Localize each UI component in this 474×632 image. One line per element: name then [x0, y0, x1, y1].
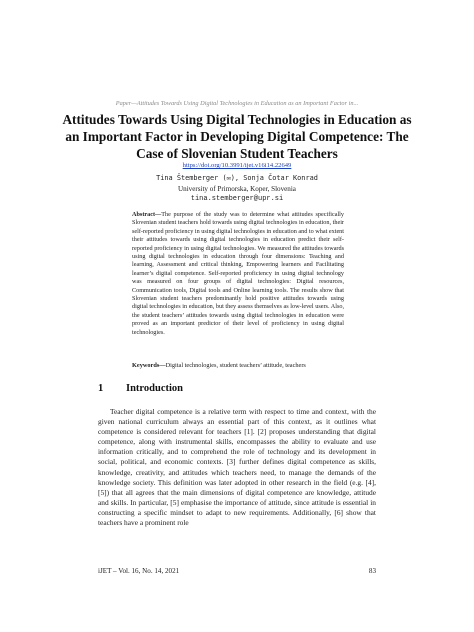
keywords-text: Digital technologies, student teachers’ attitude, teachers: [165, 362, 306, 369]
abstract-text: The purpose of the study was to determine what attitudes specifically Slovenian student teachers hold towards using digital technologies in education, their self-reported proficiency in using digital technologies in education and to what extent their attitudes towards using digital technologies in education predict their self-reported proficiency in using digital technologies. We measured the attitudes towards using digital technologies in education through four dimensions: Teaching and learning, Assessment and critical thinking, Empowering learners and Facilitating learner’s digital competence. Self-reported proficiency in using digital technology was measured on four groups of digital technologies: Digital resources, Communication tools, Digital tools and Online learning tools. The results show that Slovenian student teachers predominantly hold positive attitudes towards using digital technologies in education, but they assess themselves as low-level users. Also, the student teachers’ attitudes towards using digital technologies in education were proved as an important predictor of their level of proficiency in using digital technologies.: [132, 211, 344, 336]
author-list: Tina Štemberger (✉), Sonja Čotar Konrad: [156, 174, 318, 182]
abstract: [132, 211, 344, 337]
affiliation: University of Primorska, Koper, Slovenia: [178, 185, 296, 193]
keywords-label: Keywords—: [132, 362, 166, 369]
section-title: Introduction: [126, 383, 183, 394]
running-head: Paper—Attitudes Towards Using Digital Technologies in Education as an Important Factor in...: [115, 100, 359, 107]
keywords: [132, 362, 352, 369]
doi-link[interactable]: https://doi.org/10.3991/ijet.v16i14.22649: [182, 162, 292, 169]
footer-journal: iJET – Vol. 16, No. 14, 2021: [98, 567, 180, 575]
section-number: 1: [98, 383, 104, 394]
body-paragraph: [98, 407, 376, 528]
section-heading: [98, 383, 183, 394]
author-email[interactable]: tina.stemberger@upr.si: [190, 195, 284, 203]
body-text: Teacher digital competence is a relative term with respect to time and context, with the given national curriculum always an essential part of this context, as it outlines what competence is considered relevant for teachers [1]. [2] proposes understanding that digital competence, along with instrumental skills, encompasses the ability to evaluate and use information critically, and to comprehend the role of technology and its development in social, political, and economic contexts. [3] further defines digital competence as skills, knowledge, creativity, and attitudes which teachers need, to manage the demands of the knowledge society. This definition was later adopted in other research in the field (e.g. [4], [5]) that all agrees that the main dimensions of digital competence are knowledge, attitude and skills. In particular, [5] emphasise the importance of attitude, since attitude is essential in constructing a specific mindset to adapt to new requirements. Additionally, [6] show that teachers have a prominent role: [98, 407, 376, 528]
paper-title: Attitudes Towards Using Digital Technologies in Education as an Important Factor in Developing Digital Competence: The Case of Slovenian Student Teachers: [62, 112, 412, 161]
abstract-label: Abstract—: [132, 211, 162, 218]
page-number: 83: [368, 567, 376, 575]
